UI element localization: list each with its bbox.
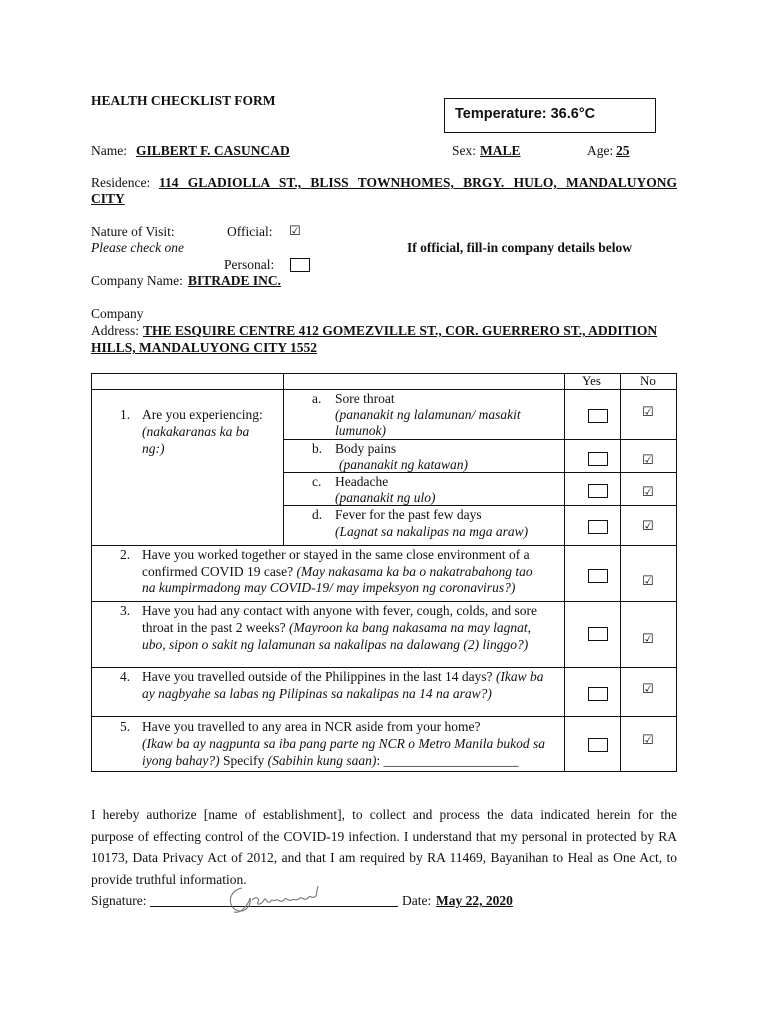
q5-specify-translation: (Sabihin kung saan) <box>267 753 377 768</box>
q1a-translation-cont: lumunok) <box>335 423 386 438</box>
if-official-note: If official, fill-in company details below <box>407 240 632 255</box>
q3-translation: (Mayroon ka bang nakasama na may lagnat, <box>288 620 532 635</box>
q2-yes-checkbox[interactable] <box>588 569 608 583</box>
q1b-yes-checkbox[interactable] <box>588 452 608 466</box>
q5-yes-checkbox[interactable] <box>588 738 608 752</box>
residence-label: Residence: <box>91 175 151 190</box>
q3-line-2 <box>142 619 531 636</box>
header-no: No <box>640 373 656 388</box>
form-title: HEALTH CHECKLIST FORM <box>91 93 276 108</box>
q1b-letter: b. <box>312 441 323 456</box>
temperature-value: Temperature: 36.6°C <box>455 106 596 122</box>
company-name-label: Company Name: <box>91 273 183 288</box>
health-checklist-table <box>91 373 677 772</box>
q1a-translation: (pananakit ng lalamunan/ masakit <box>335 407 521 422</box>
signature-image <box>222 880 326 916</box>
q1c-translation: (pananakit ng ulo) <box>335 490 436 505</box>
q5-number: 5. <box>120 719 131 734</box>
date-value: May 22, 2020 <box>436 893 513 908</box>
q1c-yes-checkbox[interactable] <box>588 484 608 498</box>
q5-text: Have you travelled to any area in NCR aside from your home? <box>142 719 481 734</box>
q1c-no-checkbox[interactable]: ☑ <box>642 485 654 500</box>
personal-checkbox[interactable] <box>290 258 310 272</box>
q5-no-checkbox[interactable]: ☑ <box>642 733 654 748</box>
q3-text-cont: throat in the past 2 weeks? <box>142 620 289 635</box>
q2-translation-cont: na kumpirmadong may COVID-19/ may impeksyon ng coronavirus?) <box>142 580 516 595</box>
q1b-no-checkbox[interactable]: ☑ <box>642 453 654 468</box>
q1a-text: Sore throat <box>335 391 395 406</box>
q1b-translation: (pananakit ng katawan) <box>339 457 468 472</box>
q1d-no-checkbox[interactable]: ☑ <box>642 519 654 534</box>
q5-specify-field[interactable]: : ____________________ <box>376 753 519 768</box>
q1-translation-cont: ng:) <box>142 441 165 456</box>
residence-line-1: 114 GLADIOLLA ST., BLISS TOWNHOMES, BRGY. HULO, MANDALUYONG <box>159 175 677 190</box>
q3-translation-cont: ubo, sipon o sakit ng lalamunan sa nakalipas na dalawang (2) linggo?) <box>142 637 529 652</box>
q1a-no-checkbox[interactable]: ☑ <box>642 405 654 420</box>
q4-number: 4. <box>120 669 131 684</box>
q3-number: 3. <box>120 603 131 618</box>
name-value: GILBERT F. CASUNCAD <box>136 143 290 158</box>
q2-translation: (May nakasama ka ba o nakatrabahong tao <box>296 564 533 579</box>
q2-no-checkbox[interactable]: ☑ <box>642 574 654 589</box>
residence-line-2: CITY <box>91 191 125 206</box>
q2-number: 2. <box>120 547 131 562</box>
q4-text: Have you travelled outside of the Philippines in the last 14 days? <box>142 669 496 684</box>
sex-value: MALE <box>480 143 521 158</box>
q4-translation-cont: ay nagbyahe sa labas ng Pilipinas sa nakalipas na 14 na araw?) <box>142 686 492 701</box>
q1-number: 1. <box>120 407 131 422</box>
q1d-yes-checkbox[interactable] <box>588 520 608 534</box>
q4-yes-checkbox[interactable] <box>588 687 608 701</box>
temperature-box <box>444 98 656 133</box>
age-value: 25 <box>616 143 630 158</box>
q2-text: Have you worked together or stayed in the same close environment of a <box>142 547 530 562</box>
q4-no-checkbox[interactable]: ☑ <box>642 682 654 697</box>
q1-translation: (nakakaranas ka ba <box>142 424 250 439</box>
age-label: Age: <box>587 143 614 158</box>
q4-translation: (Ikaw ba <box>495 669 544 684</box>
consent-line-2: purpose of effecting control of the COVID-19 infection. I understand that my personal in protected by RA <box>91 828 677 844</box>
q1b-text: Body pains <box>335 441 397 456</box>
consent-line-1: I hereby authorize [name of establishment], to collect and process the data indicated herein for the <box>91 807 677 822</box>
q2-text-cont: confirmed COVID 19 case? <box>142 564 297 579</box>
q1c-letter: c. <box>312 474 322 489</box>
q1d-text: Fever for the past few days <box>335 507 482 522</box>
please-check-note: Please check one <box>91 240 184 255</box>
q1a-letter: a. <box>312 391 322 406</box>
sex-label: Sex: <box>452 143 477 158</box>
q1-text: Are you experiencing: <box>142 407 263 422</box>
address-label: Address: <box>91 323 139 338</box>
q1d-letter: d. <box>312 507 323 522</box>
consent-line-4: provide truthful information. <box>91 871 247 887</box>
q5-translation-cont: iyong bahay?) <box>142 753 220 768</box>
header-yes: Yes <box>582 373 601 388</box>
q3-no-checkbox[interactable]: ☑ <box>642 632 654 647</box>
q1c-text: Headache <box>335 474 389 489</box>
q5-translation: (Ikaw ba ay nagpunta sa iba pang parte ng NCR o Metro Manila bukod sa <box>142 736 545 751</box>
nature-of-visit-label: Nature of Visit: <box>91 224 175 239</box>
name-label: Name: <box>91 143 127 158</box>
q5-line-3 <box>142 752 519 769</box>
address-line-2: HILLS, MANDALUYONG CITY 1552 <box>91 340 318 355</box>
official-label: Official: <box>227 224 273 239</box>
q4-line-1 <box>142 668 544 685</box>
company-name-value: BITRADE INC. <box>188 273 282 288</box>
q1d-translation: (Lagnat sa nakalipas na mga araw) <box>335 524 529 539</box>
address-line-1: THE ESQUIRE CENTRE 412 GOMEZVILLE ST., COR. GUERRERO ST., ADDITION <box>143 323 658 338</box>
official-checkbox[interactable]: ☑ <box>289 224 301 239</box>
date-label: Date: <box>402 893 432 908</box>
q3-text: Have you had any contact with anyone with fever, cough, colds, and sore <box>142 603 537 618</box>
signature-label: Signature: <box>91 893 147 908</box>
consent-paragraph <box>91 804 677 890</box>
q5-specify-label: Specify <box>219 753 268 768</box>
q3-yes-checkbox[interactable] <box>588 627 608 641</box>
personal-label: Personal: <box>224 257 275 272</box>
q2-line-2 <box>142 563 533 580</box>
company-label: Company <box>91 306 144 321</box>
consent-line-3: 10173, Data Privacy Act of 2012, and that I am required by RA 11469, Bayanihan to Heal as One Act, to <box>91 850 677 865</box>
q1a-yes-checkbox[interactable] <box>588 409 608 423</box>
